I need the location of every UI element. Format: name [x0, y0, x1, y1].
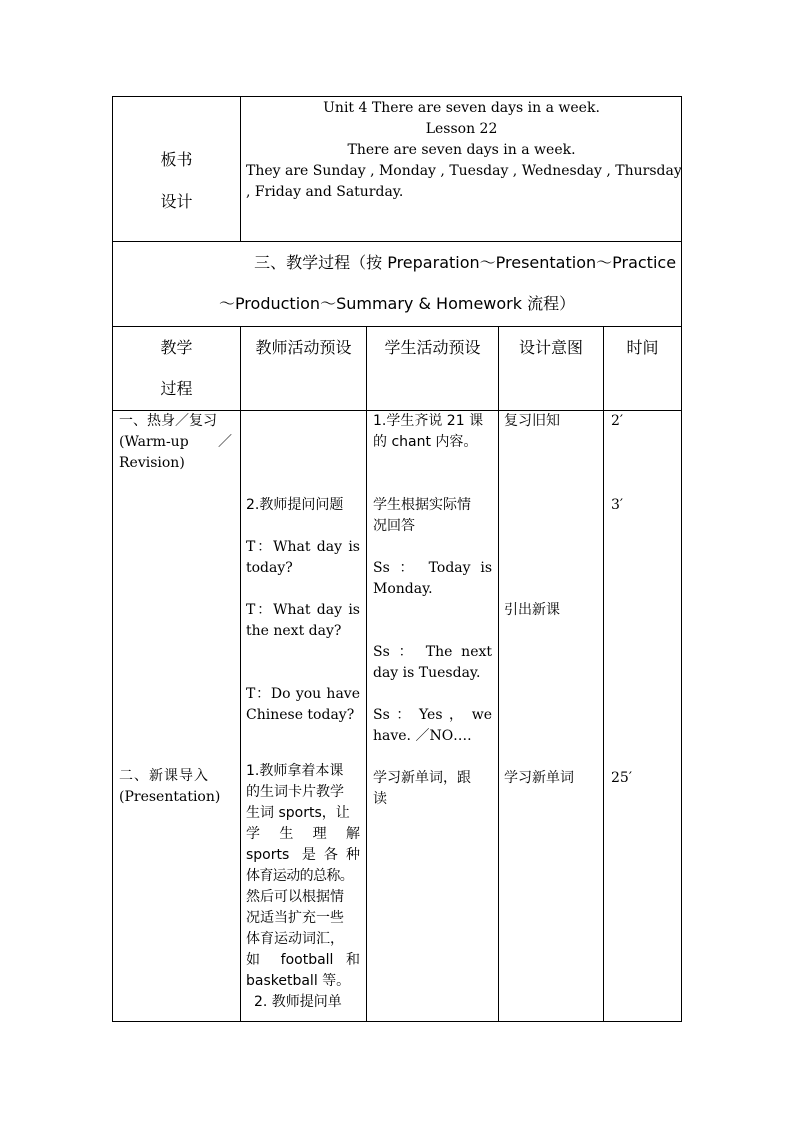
- teacher-q2-line-2: the next day?: [246, 623, 342, 639]
- student-answer-line-2: 况回答: [373, 518, 415, 534]
- header-teacher-label: 教师活动预设: [255, 338, 352, 357]
- warmup-slash: ／: [218, 434, 232, 450]
- board-sentence: There are seven days in a week.: [347, 142, 576, 158]
- time-warmup: 2′: [611, 413, 624, 429]
- content-row: [113, 411, 682, 1022]
- section-title-line-2: ～Production～Summary & Homework 流程）: [218, 294, 576, 313]
- warmup-en-part: (Warm-up: [119, 434, 189, 450]
- intent-cell: [499, 411, 604, 1022]
- teacher-q1-line-2: today?: [246, 560, 293, 576]
- teacher-vocab-line-2: 的生词卡片教学: [246, 784, 344, 800]
- header-student-label: 学生活动预设: [384, 338, 481, 357]
- board-label-line-1: 板书: [160, 150, 193, 169]
- board-lesson-title: Lesson 22: [425, 121, 498, 137]
- lesson-plan-page: [112, 96, 681, 1022]
- student-reply-1-line-1: Ss ： Today is: [373, 560, 492, 576]
- board-design-row: [113, 97, 682, 242]
- section-title: [113, 242, 682, 327]
- student-newword-line-1: 学习新单词，跟: [373, 770, 471, 786]
- teacher-q3-line-2: Chinese today?: [246, 707, 355, 723]
- teacher-vocab-line-1: 1.教师拿着本课: [246, 763, 344, 779]
- header-process: [113, 327, 241, 411]
- board-design-label: [113, 97, 241, 242]
- time-cell: [604, 411, 682, 1022]
- header-process-line-1: 教学: [160, 338, 193, 357]
- teacher-vocab-line-8: 况适当扩充一些: [246, 910, 344, 926]
- student-chant-line-2: 的 chant 内容。: [373, 434, 478, 450]
- presentation-en: (Presentation): [119, 789, 221, 805]
- warmup-title: 一、热身／复习: [119, 413, 217, 429]
- header-time-label: 时间: [626, 338, 659, 357]
- header-intent: [499, 327, 604, 411]
- process-cell: [113, 411, 241, 1022]
- student-reply-2-line-2: day is Tuesday.: [373, 665, 481, 681]
- header-time: [604, 327, 682, 411]
- student-reply-3-line-2: have. ／NO….: [373, 728, 472, 744]
- teacher-q3-line-1: T：Do you have: [246, 686, 360, 702]
- student-reply-2-line-1: Ss ： The next: [373, 644, 492, 660]
- teacher-cell: [241, 411, 367, 1022]
- time-presentation: 25′: [611, 770, 632, 786]
- header-process-line-2: 过程: [160, 379, 193, 398]
- student-cell: [367, 411, 499, 1022]
- student-reply-3-line-1: Ss ： Yes ， we: [373, 707, 492, 723]
- board-design-content: [241, 97, 682, 242]
- student-chant-line-1: 1.学生齐说 21 课: [373, 413, 484, 429]
- teacher-q1-line-1: T：What day is: [246, 539, 360, 555]
- intent-new-words: 学习新单词: [504, 770, 574, 786]
- lesson-plan-table: [112, 96, 682, 1022]
- time-questions: 3′: [611, 497, 624, 513]
- teacher-vocab-line-6: 体育运动的总称。: [246, 868, 354, 884]
- section-title-line-1: 三、教学过程（按 Preparation～Presentation～Practice: [254, 253, 677, 272]
- warmup-revision: Revision): [119, 455, 185, 471]
- teacher-vocab-line-9: 体育运动词汇，: [246, 931, 344, 947]
- board-days-line-2: , Friday and Saturday.: [246, 184, 404, 200]
- teacher-vocab-line-3: 生词 sports，让: [246, 805, 350, 821]
- student-reply-1-line-2: Monday.: [373, 581, 433, 597]
- student-newword-line-2: 读: [373, 791, 387, 807]
- table-header-row: [113, 327, 682, 411]
- teacher-vocab-line-11: basketball 等。: [246, 973, 351, 989]
- teacher-question-title: 2.教师提问问题: [246, 497, 344, 513]
- board-days-line-1: They are Sunday , Monday , Tuesday , Wednesday , Thursday: [246, 163, 682, 179]
- teacher-vocab-line-4: 学 生 理 解: [246, 826, 360, 842]
- warmup-en: [119, 432, 232, 453]
- header-teacher: [241, 327, 367, 411]
- student-answer-line-1: 学生根据实际情: [373, 497, 471, 513]
- board-unit-title: Unit 4 There are seven days in a week.: [323, 100, 600, 116]
- presentation-title: 二、新课导入: [119, 768, 209, 784]
- teacher-q2-line-1: T：What day is: [246, 602, 360, 618]
- intent-lead-in: 引出新课: [504, 602, 560, 618]
- header-student: [367, 327, 499, 411]
- section-title-row: [113, 242, 682, 327]
- header-intent-label: 设计意图: [518, 338, 583, 357]
- teacher-vocab-line-10: 如 football 和: [246, 952, 360, 968]
- teacher-vocab-line-7: 然后可以根据情: [246, 889, 344, 905]
- teacher-vocab-line-5: sports 是各种: [246, 847, 360, 863]
- intent-review: 复习旧知: [504, 413, 560, 429]
- teacher-question-2-title: 2. 教师提问单: [254, 994, 342, 1010]
- board-label-line-2: 设计: [160, 192, 193, 211]
